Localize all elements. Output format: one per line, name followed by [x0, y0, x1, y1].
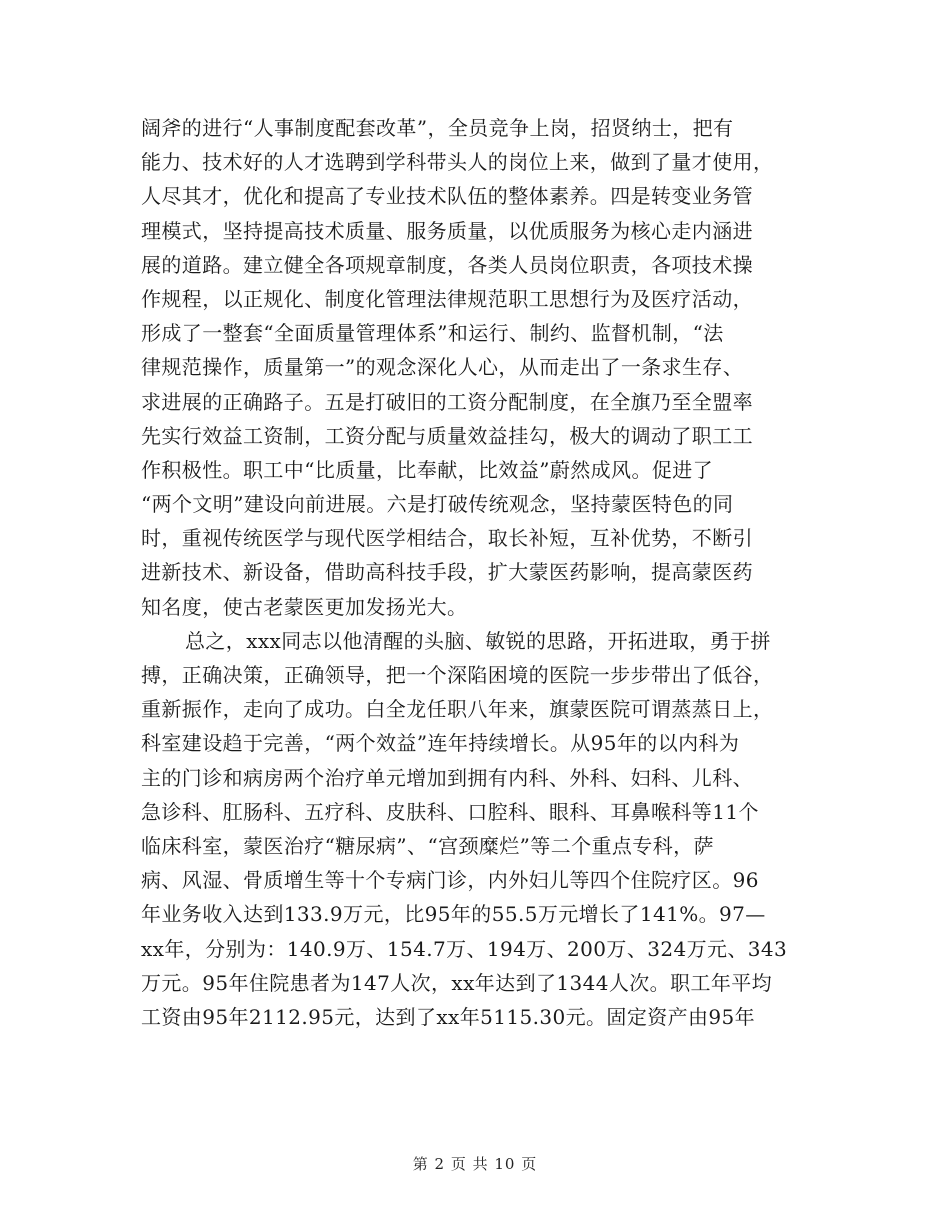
- text-line: 先实行效益工资制，工资分配与质量效益挂勾，极大的调动了职工工: [141, 423, 753, 448]
- text-line: 律规范操作，质量第一”的观念深化人心，从而走出了一条求生存、: [141, 355, 744, 380]
- text-line: 知名度，使古老蒙医更加发扬光大。: [141, 594, 468, 619]
- document-body: [141, 111, 821, 1034]
- text-line: 临床科室，蒙医治疗“糖尿病”、“宫颈糜烂”等二个重点专科，萨: [141, 833, 714, 858]
- text-line: 工资由95年2112.95元，达到了xx年5115.30元。固定资产由95年: [141, 1004, 756, 1029]
- text-line: 年业务收入达到133.9万元，比95年的55.5万元增长了141%。97—: [141, 902, 766, 927]
- text-line: 展的道路。建立健全各项规章制度，各类人员岗位职责，各项技术操: [141, 252, 753, 277]
- text-line: 理模式，坚持提高技术质量、服务质量，以优质服务为核心走内涵进: [141, 218, 753, 243]
- paragraph-first-line: 总之，xxx同志以他清醒的头脑、敏锐的思路，开拓进取，勇于拼: [185, 628, 771, 653]
- text-line: 重新振作，走向了成功。白全龙任职八年来，旗蒙医院可谓蒸蒸日上，: [141, 697, 774, 722]
- text-line: 求进展的正确路子。五是打破旧的工资分配制度，在全旗乃至全盟率: [141, 389, 753, 414]
- text-line: 阔斧的进行“人事制度配套改革”，全员竞争上岗，招贤纳士，把有: [141, 116, 734, 140]
- text-line: 进新技术、新设备，借助高科技手段，扩大蒙医药影响，提高蒙医药: [141, 560, 753, 585]
- text-line: 万元。95年住院患者为147人次，xx年达到了1344人次。职工年平均: [141, 970, 773, 995]
- text-line: 人尽其才，优化和提高了专业技术队伍的整体素养。四是转变业务管: [141, 184, 753, 209]
- text-line: xx年，分别为：140.9万、154.7万、194万、200万、324万元、343: [141, 936, 788, 961]
- text-line: 急诊科、肛肠科、五疗科、皮肤科、口腔科、眼科、耳鼻喉科等11个: [141, 799, 759, 824]
- page-number-footer: 第 2 页 共 10 页: [412, 1155, 538, 1173]
- text-line: “两个文明”建设向前进展。六是打破传统观念，坚持蒙医特色的同: [141, 492, 734, 517]
- text-line: 作积极性。职工中“比质量，比奉献，比效益”蔚然成风。促进了: [141, 457, 714, 482]
- text-line: 时，重视传统医学与现代医学相结合，取长补短，互补优势，不断引: [141, 526, 753, 551]
- text-line: 形成了一整套“全面质量管理体系”和运行、制约、监督机制，“法: [141, 321, 724, 346]
- text-line: 主的门诊和病房两个治疗单元增加到拥有内科、外科、妇科、儿科、: [141, 765, 753, 790]
- text-line: 病、风湿、骨质增生等十个专病门诊，内外妇儿等四个住院疗区。96: [141, 868, 759, 893]
- text-line: 作规程，以正规化、制度化管理法律规范职工思想行为及医疗活动，: [141, 286, 753, 311]
- text-line: 搏，正确决策，正确领导，把一个深陷困境的医院一步步带出了低谷，: [141, 663, 774, 687]
- text-line: 科室建设趋于完善，“两个效益”连年持续增长。从95年的以内科为: [141, 731, 740, 756]
- text-line: 能力、技术好的人才选聘到学科带头人的岗位上来，做到了量才使用，: [141, 150, 774, 175]
